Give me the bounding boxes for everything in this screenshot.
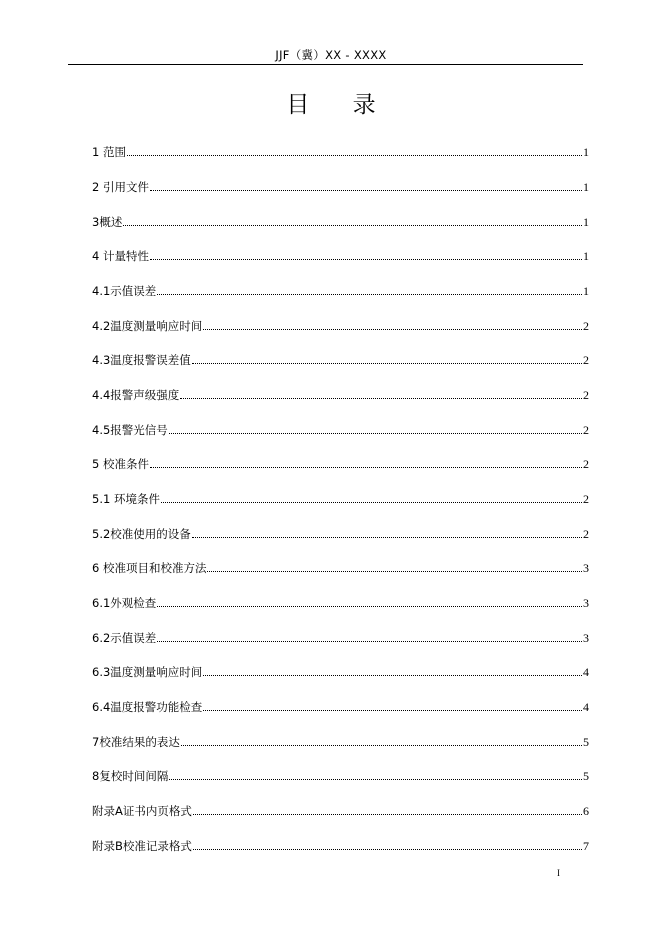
toc-entry[interactable] (92, 419, 589, 437)
toc-leader (193, 814, 582, 815)
toc-entry-label: 4.4报警声级强度 (92, 388, 180, 402)
toc-entry-page: 1 (583, 180, 589, 194)
toc-entry[interactable] (92, 245, 589, 263)
toc-entry-page: 6 (583, 804, 589, 818)
toc-entry-label: 3概述 (92, 215, 123, 229)
toc-entry-label: 4.3温度报警误差值 (92, 353, 191, 367)
toc-entry-page: 1 (583, 215, 589, 229)
header-rule (68, 64, 583, 65)
toc-entry[interactable] (92, 696, 589, 714)
page-header: JJF（冀）XX - XXXX (275, 48, 387, 62)
toc-entry-label: 4.1示值误差 (92, 284, 157, 298)
toc-leader (192, 537, 582, 538)
toc-entry-label: 附录B校准记录格式 (92, 839, 192, 853)
toc-entry-page: 2 (583, 353, 589, 367)
toc-entry[interactable] (92, 488, 589, 506)
toc-leader (161, 502, 582, 503)
toc-leader (127, 155, 582, 156)
toc-entry[interactable] (92, 176, 589, 194)
toc-entry-label: 1 范围 (92, 145, 126, 159)
toc-leader (169, 433, 582, 434)
toc-entry[interactable] (92, 661, 589, 679)
toc-entry-page: 5 (583, 735, 589, 749)
toc-entry-page: 1 (583, 249, 589, 263)
toc-entry-label: 6.1外观检查 (92, 596, 157, 610)
toc-entry[interactable] (92, 315, 589, 333)
toc-entry[interactable] (92, 141, 589, 159)
toc-entry-page: 4 (583, 665, 589, 679)
toc-leader (203, 675, 582, 676)
toc-entry[interactable] (92, 523, 589, 541)
toc-entry[interactable] (92, 453, 589, 471)
toc-entry[interactable] (92, 384, 589, 402)
toc-entry-label: 8复校时间间隔 (92, 769, 169, 783)
toc-entry-page: 2 (583, 319, 589, 333)
toc-leader (192, 363, 582, 364)
toc-entry-label: 5 校准条件 (92, 457, 149, 471)
toc-leader (150, 467, 582, 468)
toc-entry-page: 2 (583, 423, 589, 437)
toc-entry-label: 6.3温度测量响应时间 (92, 665, 203, 679)
toc-entry[interactable] (92, 765, 589, 783)
toc-leader (157, 641, 582, 642)
toc-entry-label: 5.1 环境条件 (92, 492, 160, 506)
toc-entry-label: 4.2温度测量响应时间 (92, 319, 203, 333)
toc-entry-label: 5.2校准使用的设备 (92, 527, 191, 541)
toc-leader (203, 710, 582, 711)
toc-leader (150, 190, 582, 191)
toc-entry-page: 2 (583, 388, 589, 402)
toc-entry[interactable] (92, 349, 589, 367)
toc-leader (181, 745, 582, 746)
footer-page-number: I (557, 868, 560, 878)
toc-entry-page: 3 (583, 596, 589, 610)
toc-entry[interactable] (92, 211, 589, 229)
toc-leader (169, 779, 582, 780)
toc-entry-page: 3 (583, 631, 589, 645)
toc-entry-label: 7校准结果的表达 (92, 735, 180, 749)
toc-leader (180, 398, 582, 399)
toc-entry[interactable] (92, 835, 589, 853)
toc-entry-page: 5 (583, 769, 589, 783)
toc-leader (207, 571, 582, 572)
toc-entry-page: 4 (583, 700, 589, 714)
toc-entry-label: 6.4温度报警功能检查 (92, 700, 203, 714)
toc-entry-page: 2 (583, 527, 589, 541)
toc-entry[interactable] (92, 592, 589, 610)
toc-entry[interactable] (92, 557, 589, 575)
toc-title: 目 录 (286, 92, 394, 118)
toc-entry-page: 3 (583, 561, 589, 575)
toc-entry[interactable] (92, 731, 589, 749)
toc-leader (157, 294, 582, 295)
toc-entry-page: 2 (583, 457, 589, 471)
toc-entry[interactable] (92, 627, 589, 645)
toc-leader (203, 329, 582, 330)
toc-entry-page: 1 (583, 145, 589, 159)
toc-entry-label: 2 引用文件 (92, 180, 149, 194)
toc-leader (123, 225, 582, 226)
toc-leader (157, 606, 582, 607)
toc-entry-label: 4 计量特性 (92, 249, 149, 263)
toc-entry-page: 7 (583, 839, 589, 853)
toc-entry-page: 2 (583, 492, 589, 506)
toc-entry[interactable] (92, 800, 589, 818)
toc-entry-label: 6 校准项目和校准方法 (92, 561, 207, 575)
toc-entry-label: 6.2示值误差 (92, 631, 157, 645)
toc-leader (193, 849, 582, 850)
toc-entry-page: 1 (583, 284, 589, 298)
toc-entry[interactable] (92, 280, 589, 298)
toc-entry-label: 附录A证书内页格式 (92, 804, 192, 818)
toc-entry-label: 4.5报警光信号 (92, 423, 168, 437)
toc-leader (150, 259, 582, 260)
